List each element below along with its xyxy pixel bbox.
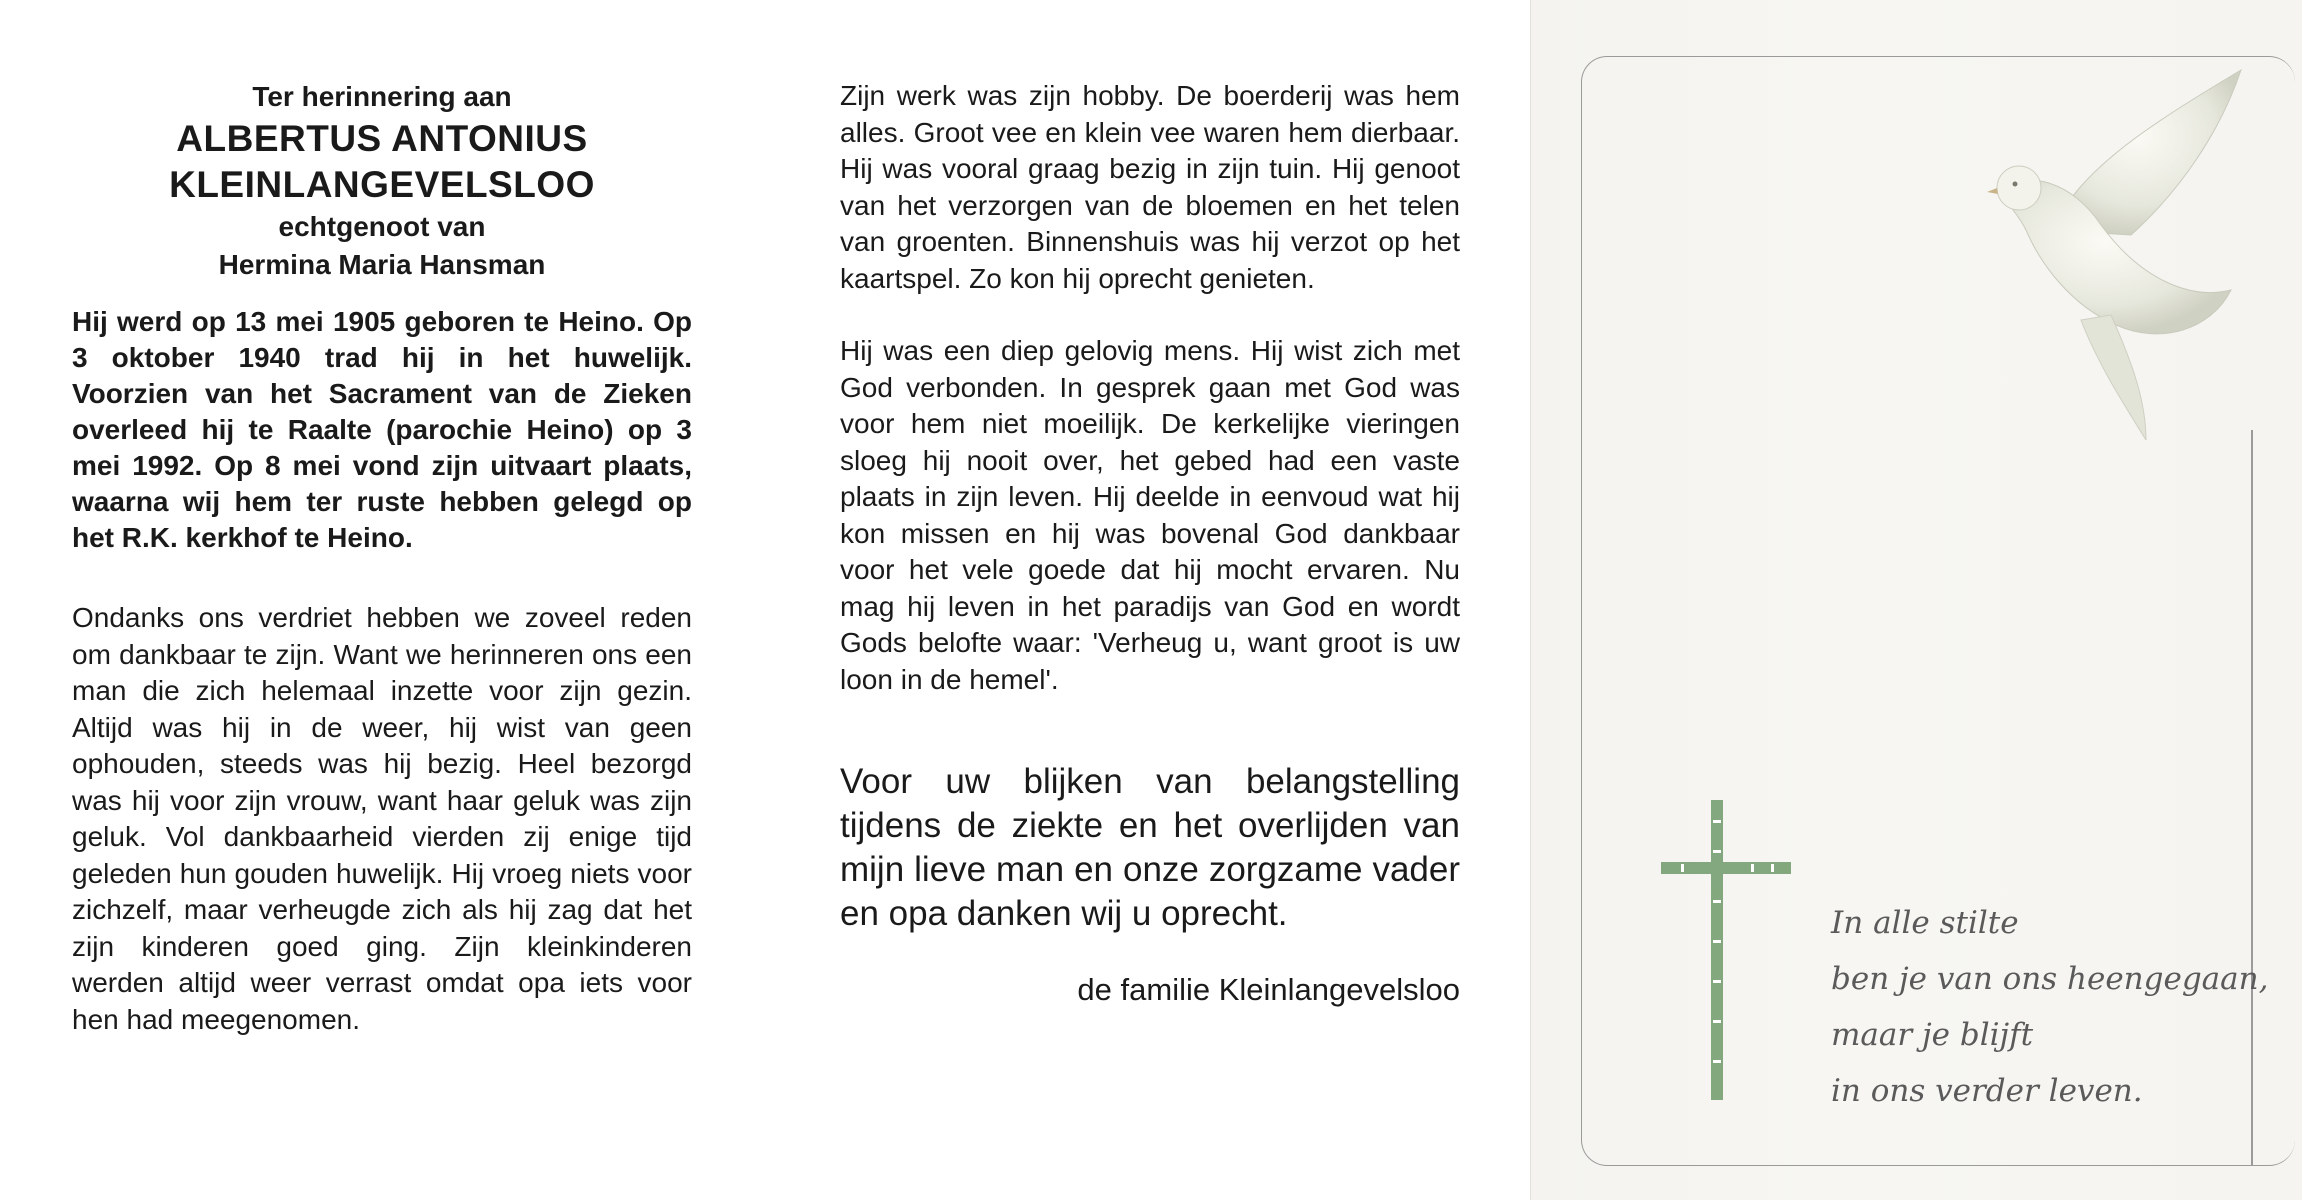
deceased-name-line1: ALBERTUS ANTONIUS (176, 118, 588, 159)
biography-facts: Hij werd op 13 mei 1905 geboren te Heino. Op 3 oktober 1940 trad hij in het huwelijk. Voorzien van het Sacrament van de Zieken overleed hij te Raalte (parochie Heino) op 3 mei 1992. Op 8 mei vond zijn uitvaart plaats, waarna wij hem ter ruste hebben gelegd op het R.K. kerkhof te Heino. (72, 306, 692, 553)
work-paragraph: Zijn werk was zijn hobby. De boerderij was hem alles. Groot vee en klein vee waren hem dierbaar. Hij was vooral graag bezig in zijn tuin. Hij genoot van het verzorgen van de bloemen en het telen van groenten. Binnenshuis was hij verzot op het kaartspel. Zo kon hij oprecht genieten. (840, 80, 1460, 294)
faith-paragraph: Hij was een diep gelovig mens. Hij wist zich met God verbonden. In gesprek gaan met God was voor hem niet moeilijk. De kerkelijke vieringen sloeg hij nooit over, het gebed had een vaste plaats in zijn leven. Hij deelde in eenvoud wat hij kon missen en hij was bovenal God dankbaar voor het vele goede dat hij mocht ervaren. Nu mag hij leven in het paradijs van God en wordt Gods belofte waar: 'Verheug u, want groot is uw loon in de hemel'. (840, 335, 1460, 695)
verse-line2: ben je van ons heengegaan, (1831, 961, 2269, 997)
verse-line3: maar je blijft (1831, 1017, 2034, 1053)
deceased-name-line2: KLEINLANGEVELSLOO (169, 164, 595, 205)
thanks-paragraph: Voor uw blijken van belangstelling tijdens de ziekte en het overlijden van mijn lieve man en onze zorgzame vader en opa danken wij u oprecht. (840, 762, 1460, 933)
memorial-card-image-page (1530, 0, 2302, 1200)
cross-icon (1661, 790, 1801, 1115)
dove-icon (1931, 60, 2271, 445)
left-column (72, 78, 692, 1066)
verse-line1: In alle stilte (1831, 905, 2019, 941)
middle-column (840, 78, 1460, 1008)
verse-line4: in ons verder leven. (1831, 1073, 2143, 1109)
memorial-heading (72, 78, 692, 284)
heading-relation: echtgenoot van (278, 211, 486, 242)
memorial-verse (1831, 895, 2271, 1119)
spouse-name: Hermina Maria Hansman (218, 249, 546, 280)
heading-intro: Ter herinnering aan (252, 81, 512, 112)
family-signature: de familie Kleinlangevelsloo (1077, 972, 1460, 1007)
biography-text: Ondanks ons verdriet hebben we zoveel reden om dankbaar te zijn. Want we herinneren ons een man die zich helemaal inzette voor zijn gezin. Altijd was hij in de weer, hij wist van geen ophouden, steeds was hij bezig. Heel bezorgd was hij voor zijn vrouw, want haar geluk was zijn geluk. Vol dankbaarheid vierden zij enige tijd geleden hun gouden huwelijk. Hij vroeg niets voor zichzelf, maar verheugde zich als hij zag dat het zijn kinderen goed ging. Zijn kleinkinderen werden altijd weer verrast omdat opa iets voor hen had meegenomen. (72, 602, 692, 1035)
